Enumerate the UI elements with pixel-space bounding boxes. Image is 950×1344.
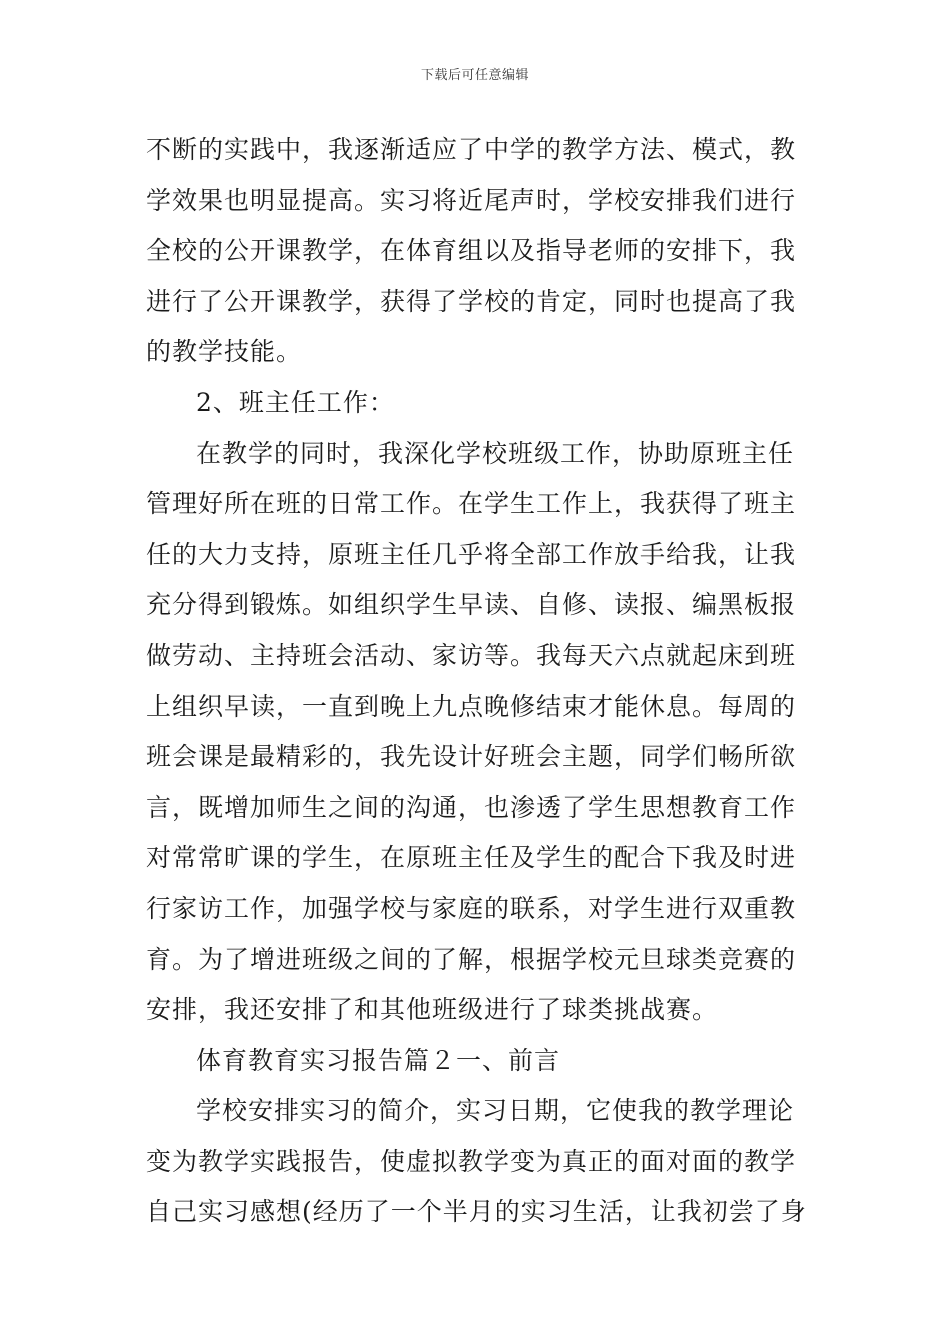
text-line: 安排，我还安排了和其他班级进行了球类挑战赛。 (146, 995, 719, 1025)
page-header: 下载后可任意编辑 (420, 68, 529, 83)
text-line: 学校安排实习的简介，实习日期，它使我的教学理论 (196, 1096, 795, 1126)
text-line: 行家访工作，加强学校与家庭的联系，对学生进行双重教 (146, 893, 797, 923)
text-line: 做劳动、主持班会活动、家访等。我每天六点就起床到班 (146, 640, 797, 670)
section-heading: 2、班主任工作： (196, 387, 395, 417)
section-heading: 体育教育实习报告篇２一、前言 (196, 1045, 561, 1075)
text-line: 上组织早读，一直到晚上九点晚修结束才能休息。每周的 (146, 691, 797, 721)
text-line: 不断的实践中，我逐渐适应了中学的教学方法、模式，教 (146, 135, 797, 164)
text-line: 言，既增加师生之间的沟通，也渗透了学生思想教育工作 (146, 792, 797, 822)
text-line: 在教学的同时，我深化学校班级工作，协助原班主任 (196, 438, 795, 468)
text-line: 对常常旷课的学生，在原班主任及学生的配合下我及时进 (146, 843, 797, 873)
text-line: 班会课是最精彩的，我先设计好班会主题，同学们畅所欲 (146, 742, 797, 772)
text-line: 任的大力支持，原班主任几乎将全部工作放手给我，让我 (146, 539, 797, 569)
text-line: 进行了公开课教学，获得了学校的肯定，同时也提高了我 (146, 286, 797, 316)
document-body (146, 125, 810, 1238)
text-line: 育。为了增进班级之间的了解，根据学校元旦球类竞赛的 (146, 944, 797, 974)
text-line: 全校的公开课教学，在体育组以及指导老师的安排下，我 (146, 236, 797, 266)
text-line: 的教学技能。 (146, 337, 303, 367)
text-line: 管理好所在班的日常工作。在学生工作上，我获得了班主 (146, 489, 797, 519)
text-line: 自己实习感想(经历了一个半月的实习生活，让我初尝了身 (146, 1197, 807, 1227)
text-line: 充分得到锻炼。如组织学生早读、自修、读报、编黑板报 (146, 590, 797, 620)
text-line: 学效果也明显提高。实习将近尾声时，学校安排我们进行 (146, 185, 797, 215)
text-line: 变为教学实践报告，使虚拟教学变为真正的面对面的教学 (146, 1146, 797, 1176)
